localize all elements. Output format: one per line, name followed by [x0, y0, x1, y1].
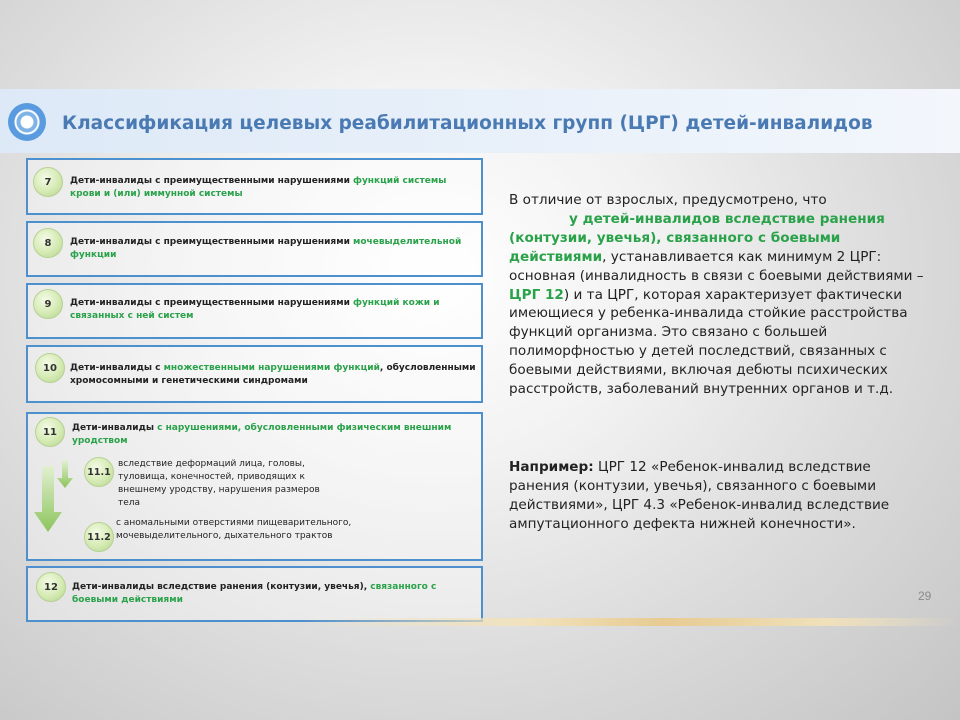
group-badge-12: 12 [36, 572, 66, 602]
group-text-12: Дети-инвалиды вследствие ранения (контузии, увечья), связанного с боевыми действиями [72, 582, 437, 605]
example-label: Например: [509, 459, 594, 475]
example-text: ЦРГ 12 «Ребенок-инвалид вследствие ранения (контузии, увечья), связанного с боевыми действиями», ЦРГ 4.3 «Ребенок-инвалид вследствие ампутационного дефекта нижней конечности». [509, 459, 890, 532]
group-badge-7: 7 [33, 167, 63, 197]
group-badge-11: 11 [35, 417, 65, 447]
group-badge-8: 8 [33, 228, 63, 258]
subgroup-text-11-1: вследствие деформаций лица, головы, туловища, конечностей, приводящих к внешнему уродству, нарушения размеров тела [118, 459, 320, 508]
subgroup-badge-11-2: 11.2 [84, 522, 114, 552]
example-paragraph [509, 458, 929, 534]
page-number: 29 [918, 589, 932, 603]
explanation-paragraph: В отличие от взрослых, предусмотрено, что у детей-инвалидов вследствие ранения (контузии, увечья), связанного с боевыми действиями, устанавливается как минимум 2 ЦРГ: основная (инвалидность в связи с боевыми действиями – ЦРГ 12) и та ЦРГ, которая характеризует фактически имеющиеся у ребенка-инвалида стойкие расстройства функций организма. Это связано с большей полиморфностью у детей последствий, связанных с боевыми действиями, включая дебюты психических расстройств, заболеваний внутренних органов и т.д. [509, 192, 924, 398]
group-text-7: Дети-инвалиды с преимущественными нарушениями функций системы крови и (или) иммунной системы [70, 176, 447, 199]
group-text-9: Дети-инвалиды с преимущественными нарушениями функций кожи и связанных с ней систем [70, 298, 440, 321]
subgroup-badge-11-1: 11.1 [84, 457, 114, 487]
group-text-10: Дети-инвалиды с множественными нарушениями функций, обусловленными хромосомными и генетическими синдромами [70, 363, 476, 386]
group-text-8: Дети-инвалиды с преимущественными нарушениями мочевыделительной функции [70, 237, 462, 260]
title-bullet-icon [8, 103, 46, 141]
group-text-11: Дети-инвалиды с нарушениями, обусловленными физическим внешним уродством [72, 423, 452, 446]
slide-title: Классификация целевых реабилитационных групп (ЦРГ) детей-инвалидов [62, 113, 873, 134]
down-arrow-icon [57, 460, 73, 488]
group-badge-10: 10 [35, 353, 65, 383]
bottom-decoration [300, 618, 960, 626]
subgroup-text-11-2: с аномальными отверстиями пищеварительного, мочевыделительного, дыхательного трактов [116, 518, 352, 541]
group-badge-9: 9 [33, 289, 63, 319]
